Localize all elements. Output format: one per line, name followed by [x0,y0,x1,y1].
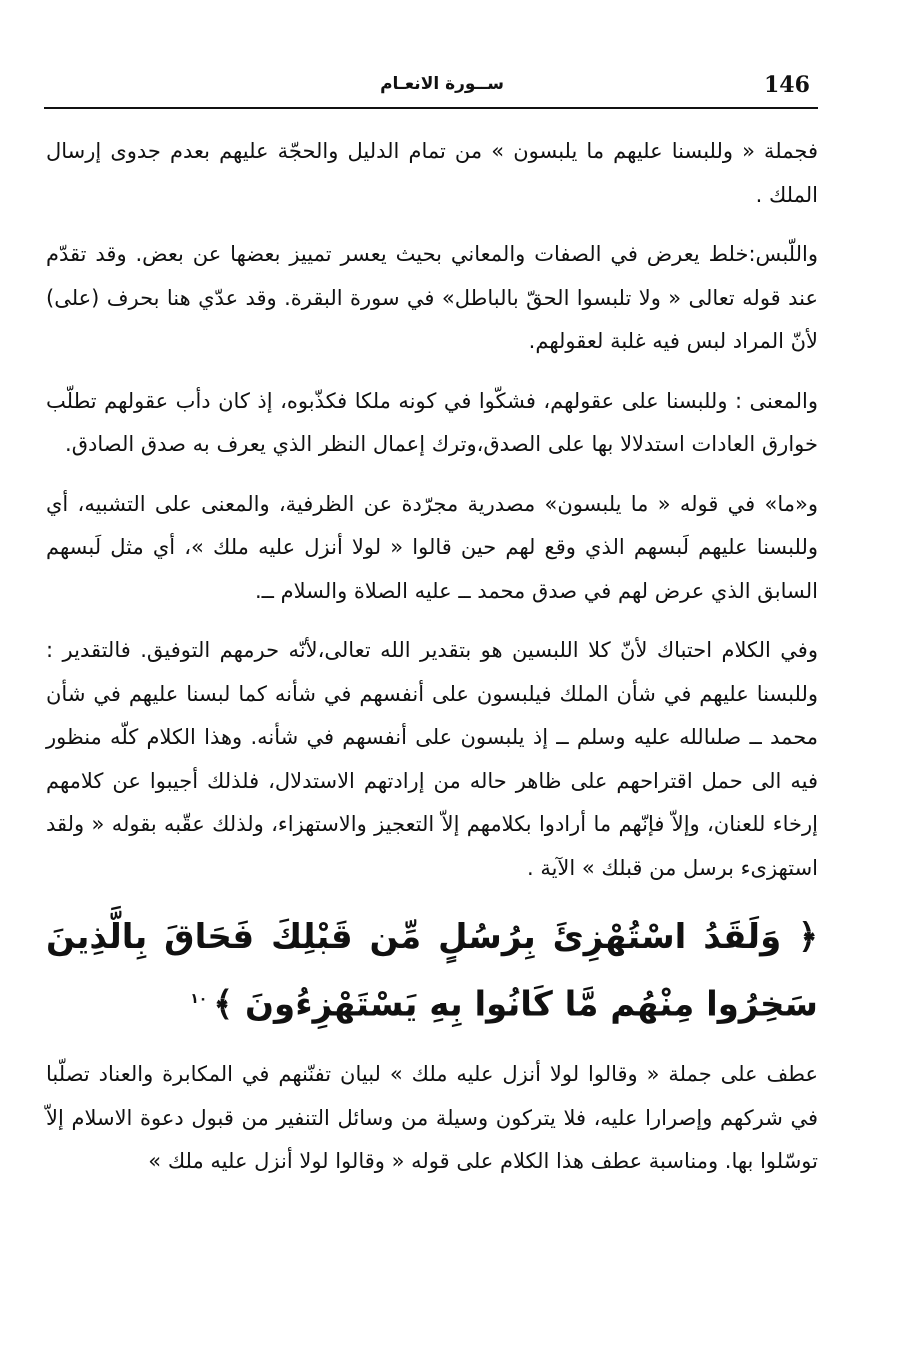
running-title: ســورة الانعـام [380,74,504,94]
paragraph: فجملة « وللبسنا عليهم ما يلبسون » من تمام الدليل والحجّة عليهم بعدم جدوى إرسال الملك . [46,139,818,207]
page-header [42,72,818,106]
quran-verse [46,906,818,1035]
paragraph: واللّبس:خلط يعرض في الصفات والمعاني بحيث يعسر تمييز بعضها عن بعض. وقد تقدّم عند قوله تعالى « ولا تلبسوا الحقّ بالباطل» في سورة البقرة. وقد عدّي هنا بحرف (على) لأنّ المراد لبس فيه غلبة لعقولهم. [46,242,818,353]
header-rule [44,107,818,109]
body-text [46,130,818,1200]
verse-number: ١٠ [190,991,208,1007]
verse-text: ﴿ وَلَقَدُ اسْتُهْزِئَ بِرُسُلٍ مِّن قَبْلِكَ فَحَاقَ بِالَّذِينَ سَخِرُوا مِنْهُم مَّا كَانُوا بِهِ يَسْتَهْزِءُونَ ﴾ [46,917,818,1025]
paragraph: وفي الكلام احتباك لأنّ كلا اللبسين هو بتقدير الله تعالى،لأنّه حرمهم التوفيق. فالتقدير : وللبسنا عليهم في شأن الملك فيلبسون على أنفسهم في شأنه كما لبسنا عليهم في شأن محمد ــ صلىالله عليه وسلم ــ إذ يلبسون على أنفسهم في شأنه. وهذا الكلام كلّه منظور فيه الى حمل اقتراحهم على ظاهر حاله من إرادتهم الاستدلال، فلذلك أجيبوا عن كلامهم إرخاء للعنان، وإلاّ فإنّهم ما أرادوا بكلامهم إلاّ التعجيز والاستهزاء، ولذلك عقّبه بقوله « ولقد استهزىء برسل من قبلك » الآية . [46,638,818,880]
closing-paragraph: عطف على جملة « وقالوا لولا أنزل عليه ملك » لبيان تفنّنهم في المكابرة والعناد تصلّبا في شركهم وإصرارا عليه، فلا يتركون وسيلة من وسائل التنفير من قبول دعوة الاسلام إلاّ توسّلوا بها. ومناسبة عطف هذا الكلام على قوله « وقالوا لولا أنزل عليه ملك » [46,1062,818,1174]
page-number: 146 [764,72,810,98]
paragraph: و«ما» في قوله « ما يلبسون» مصدرية مجرّدة عن الظرفية، والمعنى على التشبيه، أي وللبسنا عليهم لَبسهم الذي وقع لهم حين قالوا « لولا أنزل عليه ملك »، أي مثل لَبسهم السابق الذي عرض لهم في صدق محمد ــ عليه الصلاة والسلام ــ. [46,491,818,603]
paragraph: والمعنى : وللبسنا على عقولهم، فشكّوا في كونه ملكا فكذّبوه، إذ كان دأب عقولهم تطلّب خوارق العادات استدلالا بها على الصدق،وترك إعمال النظر الذي يعرف به صدق الصادق. [46,388,818,456]
